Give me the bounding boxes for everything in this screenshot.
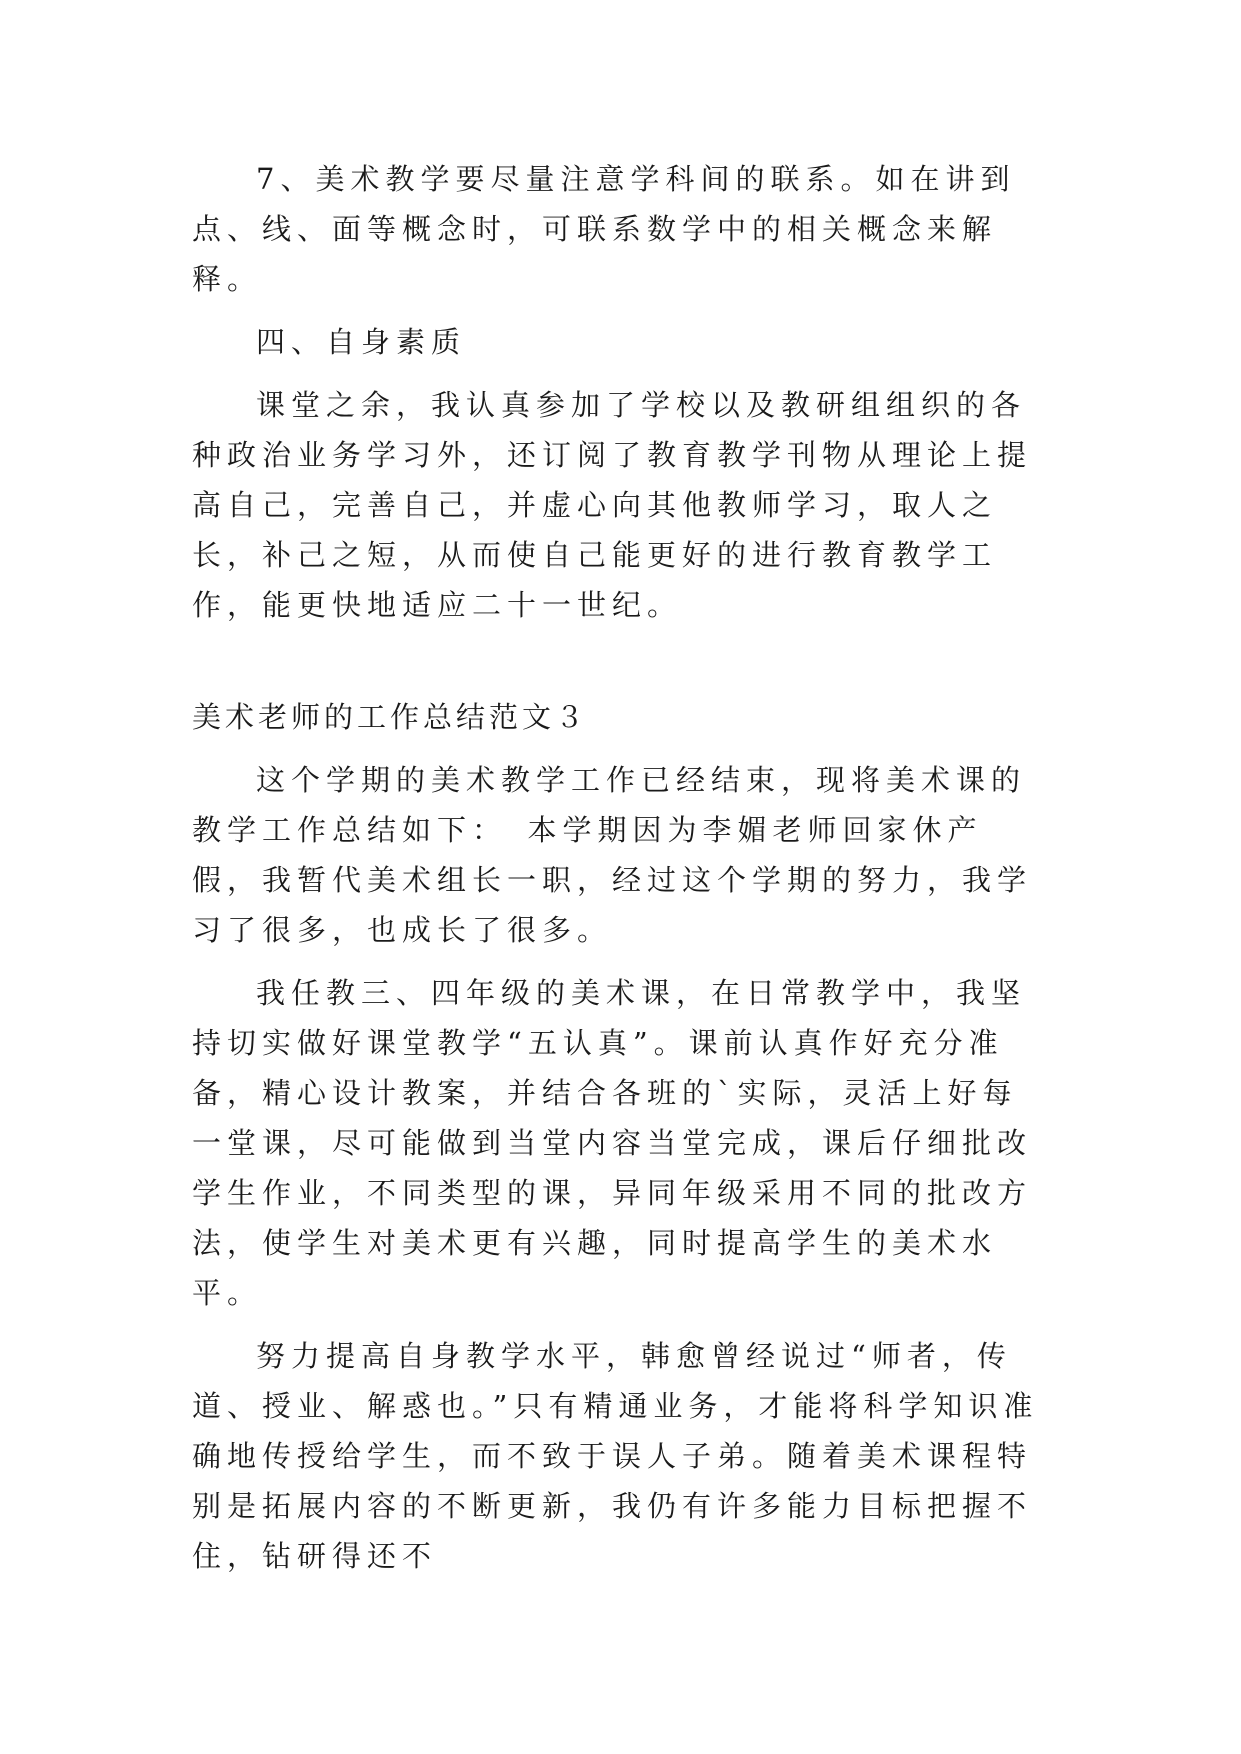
section-title: 美术老师的工作总结范文３: [192, 700, 589, 734]
paragraph-self-quality: 课堂之余，我认真参加了学校以及教研组组织的各种政治业务学习外，还订阅了教育教学刊物从理论上提高自己，完善自己，并虚心向其他教师学习，取人之长，补己之短，从而使自己能更好的进行教育教学工作，能更快地适应二十一世纪。: [192, 388, 1033, 622]
document-body: [192, 154, 1052, 1594]
paragraph-teaching: 我任教三、四年级的美术课，在日常教学中，我坚持切实做好课堂教学“五认真”。课前认真作好充分准备，精心设计教案，并结合各班的`实际，灵活上好每一堂课，尽可能做到当堂内容当堂完成，课后仔细批改学生作业，不同类型的课，异同年级采用不同的批改方法，使学生对美术更有兴趣，同时提高学生的美术水平。: [192, 976, 1033, 1310]
paragraph-point-7: 7、美术教学要尽量注意学科间的联系。如在讲到点、线、面等概念时，可联系数学中的相关概念来解释。: [192, 162, 1016, 296]
paragraph-intro: 这个学期的美术教学工作已经结束，现将美术课的教学工作总结如下： 本学期因为李媚老师回家休产假，我暂代美术组长一职，经过这个学期的努力，我学习了很多，也成长了很多。: [192, 763, 1033, 947]
heading-self-quality: 四、自身素质: [256, 325, 467, 359]
paragraph-improve: 努力提高自身教学水平，韩愈曾经说过“师者，传道、授业、解惑也。”只有精通业务，才能将科学知识准确地传授给学生，而不致于误人子弟。随着美术课程特别是拓展内容的不断更新，我仍有许多能力目标把握不住，钻研得还不: [192, 1339, 1039, 1573]
